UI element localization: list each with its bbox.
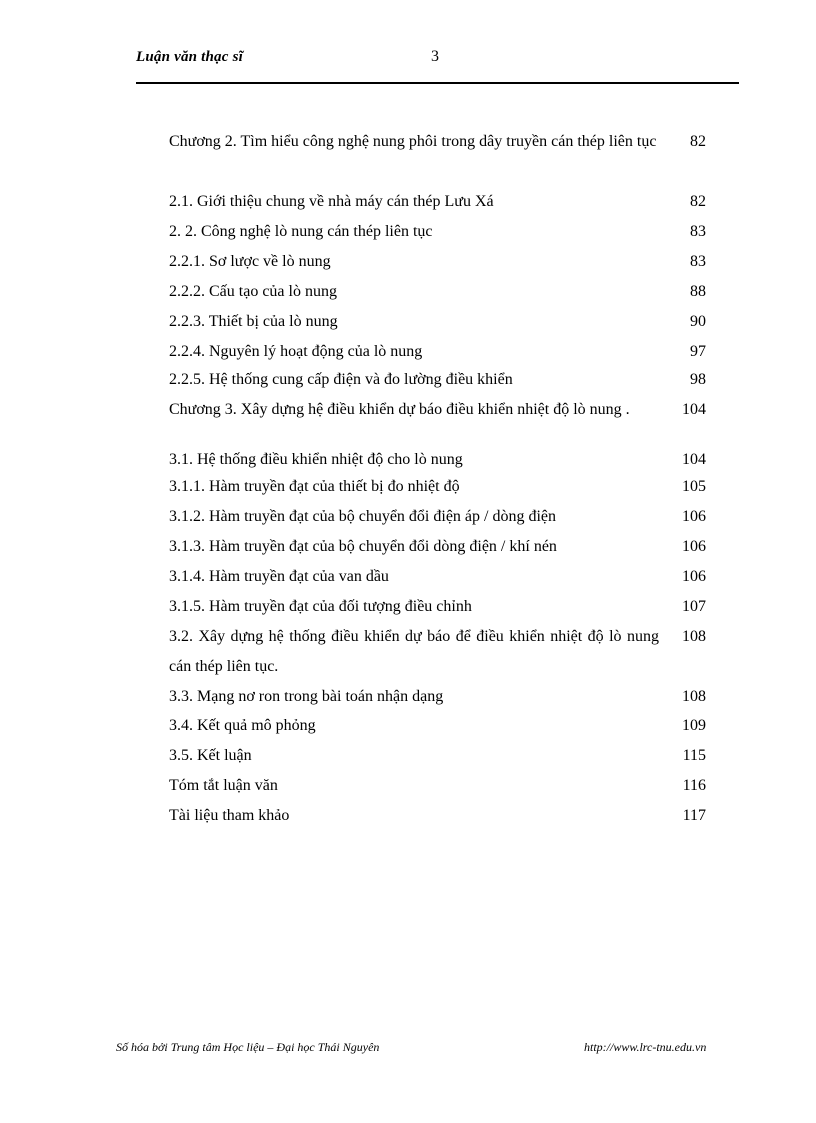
- toc-entry-page: 108: [682, 688, 706, 705]
- toc-entry-page: 116: [682, 777, 706, 794]
- toc-entry-page: 107: [682, 598, 706, 615]
- toc-entry-page: 106: [682, 508, 706, 525]
- toc-entry-label: Tóm tắt luận văn: [169, 777, 278, 794]
- toc-entry-label: 3.1. Hệ thống điều khiển nhiệt độ cho lò nung: [169, 451, 463, 468]
- toc-entry-page: 106: [682, 568, 706, 585]
- toc-entry-page: 98: [690, 371, 706, 388]
- toc-entry-page: 104: [682, 401, 706, 418]
- toc-entry-label: 3.2. Xây dựng hệ thống điều khiển dự báo để điều khiển nhiệt độ lò nung cán thép liên tục.: [169, 628, 659, 675]
- toc-entry-label: 2.2.2. Cấu tạo của lò nung: [169, 283, 337, 300]
- toc-entry-label: 2.2.4. Nguyên lý hoạt động của lò nung: [169, 343, 423, 360]
- toc-entry-label: 3.5. Kết luận: [169, 747, 252, 764]
- toc-entry-label: 2.2.3. Thiết bị của lò nung: [169, 313, 338, 330]
- header-divider: [136, 82, 739, 84]
- toc-entry-label: Chương 3. Xây dựng hệ điều khiển dự báo điều khiển nhiệt độ lò nung .: [169, 401, 630, 418]
- toc-entry-label: 2. 2. Công nghệ lò nung cán thép liên tục: [169, 223, 433, 240]
- toc-entry-label: Tài liệu tham khảo: [169, 807, 290, 824]
- footer-credit: Số hóa bởi Trung tâm Học liệu – Đại học Thái Nguyên: [116, 1040, 380, 1054]
- footer-url: http://www.lrc-tnu.edu.vn: [584, 1040, 707, 1054]
- toc-entry-page: 82: [690, 193, 706, 210]
- toc-entry-page: 117: [682, 807, 706, 824]
- toc-entry-page: 105: [682, 478, 706, 495]
- toc-entry-page: 106: [682, 538, 706, 555]
- toc-entry-page: 97: [690, 343, 706, 360]
- toc-entry-label: Chương 2. Tìm hiểu công nghệ nung phôi trong dây truyền cán thép liên tục: [169, 133, 657, 150]
- toc-entry-page: 104: [682, 451, 706, 468]
- toc-entry-label: 3.4. Kết quả mô phỏng: [169, 717, 316, 734]
- page-number: 3: [431, 48, 439, 65]
- toc-entry-label: 2.2.1. Sơ lược về lò nung: [169, 253, 331, 270]
- toc-entry-page: 83: [690, 253, 706, 270]
- header-title: Luận văn thạc sĩ: [136, 49, 243, 65]
- toc-entry-page: 82: [690, 133, 706, 150]
- toc-entry-label: 3.3. Mạng nơ ron trong bài toán nhận dạng: [169, 688, 444, 705]
- toc-entry-page: 83: [690, 223, 706, 240]
- toc-entry-label: 3.1.4. Hàm truyền đạt của van dầu: [169, 568, 389, 585]
- toc-entry-label: 2.2.5. Hệ thống cung cấp điện và đo lường điều khiển: [169, 371, 513, 388]
- toc-entry-page: 115: [682, 747, 706, 764]
- toc-entry-label: 3.1.1. Hàm truyền đạt của thiết bị đo nhiệt độ: [169, 478, 460, 495]
- toc-entry-label: 3.1.3. Hàm truyền đạt của bộ chuyển đổi dòng điện / khí nén: [169, 538, 557, 555]
- toc-entry-page: 109: [682, 717, 706, 734]
- toc-entry-page: 88: [690, 283, 706, 300]
- toc-entry-label: 3.1.2. Hàm truyền đạt của bộ chuyển đổi điện áp / dòng điện: [169, 508, 557, 525]
- toc-entry-page: 108: [682, 628, 706, 645]
- toc-entry-page: 90: [690, 313, 706, 330]
- toc-entry-label: 2.1. Giới thiệu chung về nhà máy cán thép Lưu Xá: [169, 193, 494, 210]
- toc-entry-label: 3.1.5. Hàm truyền đạt của đối tượng điều chỉnh: [169, 598, 472, 615]
